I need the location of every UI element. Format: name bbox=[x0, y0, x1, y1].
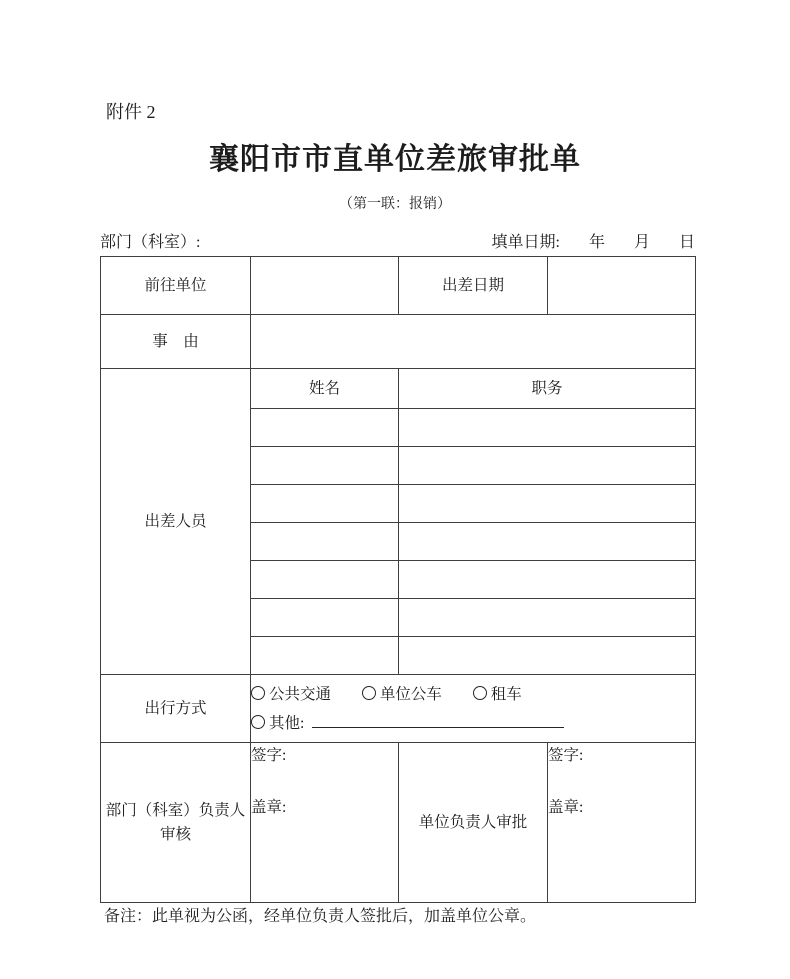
personnel-group-label-cell: 出差人员 bbox=[101, 369, 251, 675]
table-row-destination bbox=[101, 257, 696, 315]
personnel-position-header-cell: 职务 bbox=[399, 369, 696, 409]
unit-sign-seal-cell[interactable] bbox=[548, 743, 696, 903]
personnel-position-input-cell[interactable] bbox=[399, 637, 696, 675]
copy-note: （第一联：报销） bbox=[339, 197, 451, 212]
footer-note: 备注：此单视为公函，经单位负责人签批后，加盖单位公章。 bbox=[104, 908, 537, 925]
reason-label-cell: 事 由 bbox=[101, 315, 251, 369]
fill-date-day: 日 bbox=[678, 234, 695, 251]
option-other[interactable] bbox=[251, 715, 304, 732]
travel-mode-options-line-1 bbox=[251, 680, 695, 709]
travel-date-label-cell: 出差日期 bbox=[399, 257, 548, 315]
other-input-line[interactable] bbox=[312, 713, 564, 728]
table-row-travel-mode bbox=[101, 675, 696, 743]
dept-review-label-cell: 部门（科室）负责人审核 bbox=[101, 743, 251, 903]
sign-label: 签字: bbox=[251, 747, 287, 764]
table-row-personnel-header bbox=[101, 369, 696, 409]
personnel-position-input-cell[interactable] bbox=[399, 447, 696, 485]
personnel-position-input-cell[interactable] bbox=[399, 561, 696, 599]
destination-label-cell: 前往单位 bbox=[101, 257, 251, 315]
travel-date-input-cell[interactable] bbox=[548, 257, 696, 315]
department-label: 部门（科室）: bbox=[100, 234, 201, 251]
personnel-name-input-cell[interactable] bbox=[251, 637, 399, 675]
travel-mode-label-cell: 出行方式 bbox=[101, 675, 251, 743]
option-company-car[interactable] bbox=[362, 686, 442, 703]
fill-date-year: 年 bbox=[588, 234, 605, 251]
travel-mode-options-line-2 bbox=[251, 709, 695, 738]
radio-circle-icon[interactable] bbox=[251, 686, 265, 700]
radio-circle-icon[interactable] bbox=[362, 686, 376, 700]
table-row-approval bbox=[101, 743, 696, 903]
personnel-position-input-cell[interactable] bbox=[399, 599, 696, 637]
personnel-position-input-cell[interactable] bbox=[399, 523, 696, 561]
seal-label: 盖章: bbox=[548, 799, 584, 816]
fill-date-group bbox=[492, 234, 696, 252]
radio-circle-icon[interactable] bbox=[473, 686, 487, 700]
personnel-name-header-cell: 姓名 bbox=[251, 369, 399, 409]
personnel-name-input-cell[interactable] bbox=[251, 447, 399, 485]
sign-label: 签字: bbox=[548, 747, 584, 764]
fill-date-label: 填单日期: bbox=[491, 234, 560, 251]
meta-row bbox=[100, 234, 695, 252]
option-public-transport[interactable] bbox=[251, 686, 331, 703]
table-row-reason bbox=[101, 315, 696, 369]
seal-label: 盖章: bbox=[251, 799, 287, 816]
fill-date-month: 月 bbox=[633, 234, 650, 251]
radio-circle-icon[interactable] bbox=[251, 715, 265, 729]
personnel-name-input-cell[interactable] bbox=[251, 561, 399, 599]
reason-input-cell[interactable] bbox=[251, 315, 696, 369]
personnel-name-input-cell[interactable] bbox=[251, 523, 399, 561]
form-title: 襄阳市市直单位差旅审批单 bbox=[209, 143, 581, 176]
personnel-name-input-cell[interactable] bbox=[251, 599, 399, 637]
option-label: 公共交通 bbox=[269, 685, 332, 703]
option-rental-car[interactable] bbox=[473, 686, 522, 703]
option-label: 单位公车 bbox=[379, 685, 442, 703]
option-label: 租车 bbox=[490, 685, 522, 703]
personnel-name-input-cell[interactable] bbox=[251, 409, 399, 447]
travel-mode-options-cell bbox=[251, 675, 696, 743]
personnel-name-input-cell[interactable] bbox=[251, 485, 399, 523]
personnel-position-input-cell[interactable] bbox=[399, 485, 696, 523]
destination-input-cell[interactable] bbox=[251, 257, 399, 315]
travel-approval-table bbox=[100, 256, 696, 903]
personnel-position-input-cell[interactable] bbox=[399, 409, 696, 447]
unit-approval-label-cell: 单位负责人审批 bbox=[399, 743, 548, 903]
attachment-label: 附件 2 bbox=[106, 102, 156, 122]
dept-sign-seal-cell[interactable] bbox=[251, 743, 399, 903]
option-label: 其他: bbox=[269, 714, 305, 732]
